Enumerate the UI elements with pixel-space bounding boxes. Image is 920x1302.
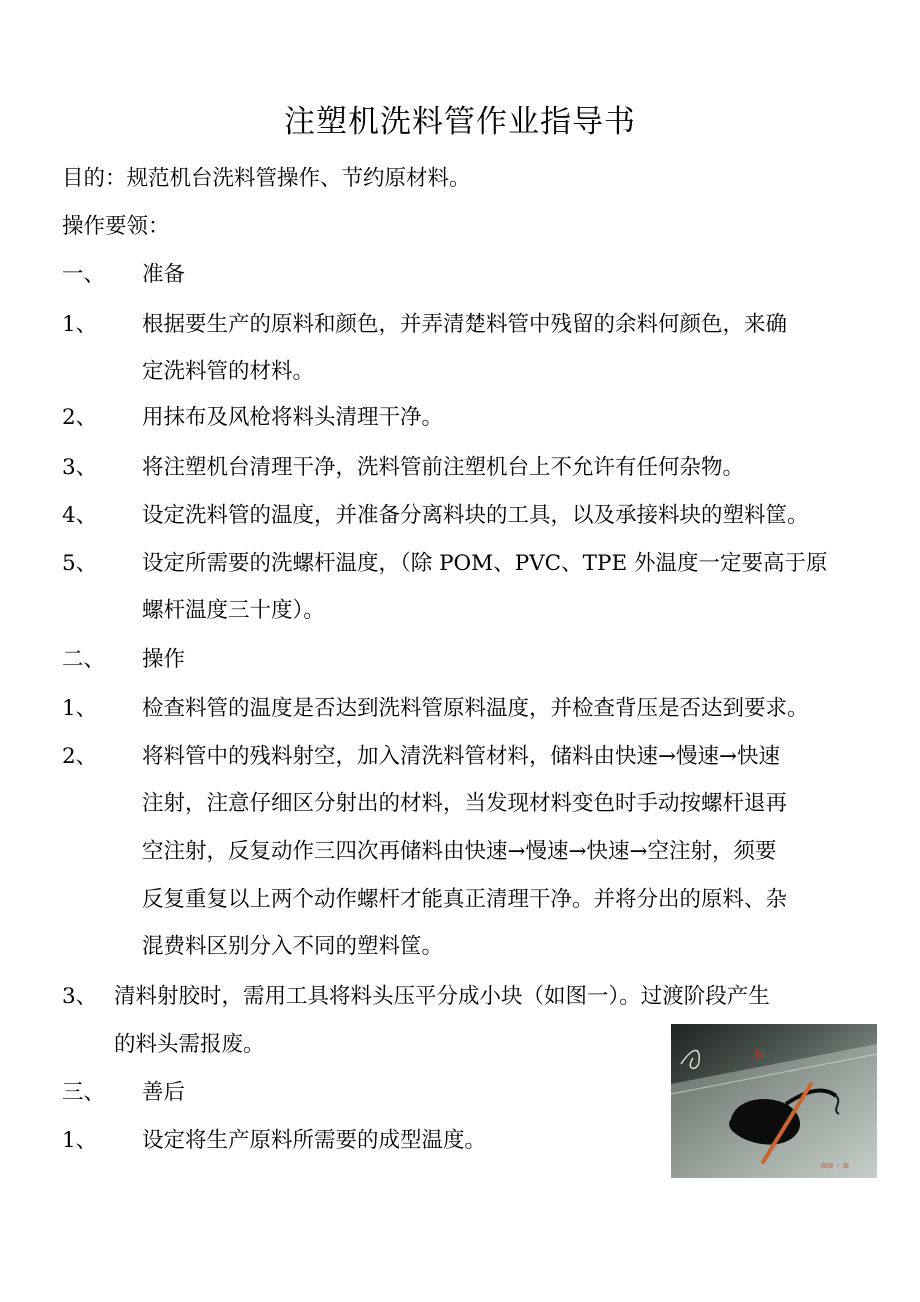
item-line: 清料射胶时，需用工具将料头压平分成小块（如图一）。过渡阶段产生: [114, 984, 770, 1009]
item-number: 2、: [62, 744, 98, 769]
figure-stamp: 图图 ・ 图: [821, 1163, 849, 1170]
purpose-line: 目的：规范机台洗料管操作、节约原材料。: [62, 166, 471, 191]
item-line: 的料头需报废。: [114, 1032, 265, 1057]
item-number: 1、: [62, 312, 98, 337]
item-line: 反复重复以上两个动作螺杆才能真正清理干净。并将分出的原料、杂: [142, 887, 788, 912]
item-line: 空注射，反复动作三四次再储料由快速→慢速→快速→空注射，须要: [142, 839, 777, 864]
item-line: 用抹布及风枪将料头清理干净。: [142, 405, 444, 430]
section-number: 一、: [62, 262, 106, 287]
item-line: 根据要生产的原料和颜色，并弄清楚料管中残留的余料何颜色，来确: [142, 312, 788, 337]
section-heading: 操作: [142, 647, 186, 672]
item-line: 混费料区别分入不同的塑料筐。: [142, 934, 444, 959]
item-number: 5、: [62, 551, 98, 576]
item-line: 定洗料管的材料。: [142, 359, 315, 384]
item-line: 注射，注意仔细区分射出的材料，当发现材料变色时手动按螺杆退再: [142, 791, 788, 816]
item-line: 将注塑机台清理干净，洗料管前注塑机台上不允许有任何杂物。: [142, 455, 745, 480]
figure-one-photo: [671, 1024, 877, 1178]
section-heading: 善后: [142, 1080, 186, 1105]
item-line: 设定所需要的洗螺杆温度，（除 POM、PVC、TPE 外温度一定要高于原: [142, 551, 828, 576]
item-number: 1、: [62, 696, 98, 721]
item-number: 3、: [62, 984, 98, 1009]
item-number: 3、: [62, 455, 98, 480]
figure-label: 图一: [755, 1050, 775, 1061]
item-line: 检查料管的温度是否达到洗料管原料温度，并检查背压是否达到要求。: [142, 696, 809, 721]
item-line: 将料管中的残料射空，加入清洗料管材料，储料由快速→慢速→快速: [142, 744, 781, 769]
section-number: 二、: [62, 647, 106, 672]
document-title: 注塑机洗料管作业指导书: [284, 104, 636, 140]
section-heading: 准备: [142, 262, 186, 287]
purge-material-photo-illustration: [671, 1024, 877, 1178]
section-number: 三、: [62, 1080, 106, 1105]
item-line: 螺杆温度三十度）。: [142, 598, 325, 623]
item-number: 1、: [62, 1128, 98, 1153]
item-line: 设定将生产原料所需要的成型温度。: [142, 1128, 487, 1153]
essentials-heading: 操作要领：: [62, 214, 170, 239]
item-number: 4、: [62, 503, 98, 528]
item-number: 2、: [62, 405, 98, 430]
item-line: 设定洗料管的温度，并准备分离料块的工具，以及承接料块的塑料筐。: [142, 503, 809, 528]
